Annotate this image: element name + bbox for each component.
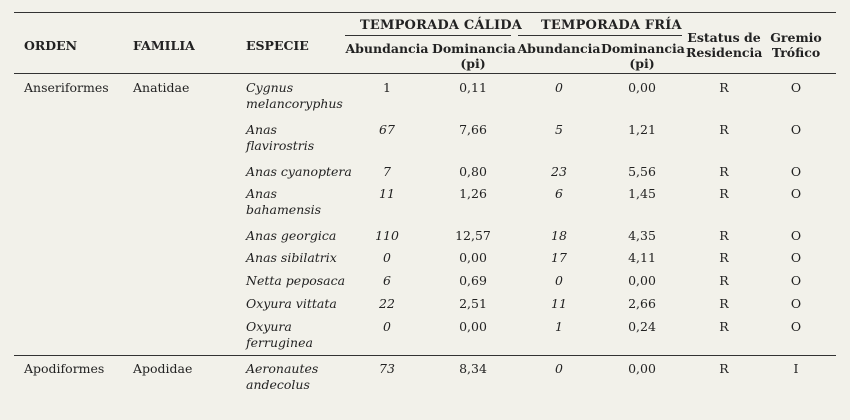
header-dominancia-fria (601, 41, 683, 71)
cell-abund-fria: 17 (551, 250, 567, 265)
temporada-calida-rule (345, 35, 511, 36)
cell-abund-fria: 23 (551, 164, 567, 179)
cell-abund-calida: 7 (383, 164, 391, 179)
header-abundancia-fria: Abundancia (517, 41, 601, 56)
cell-especie-line1: Cygnus (246, 80, 294, 95)
cell-dom-calida: 0,80 (459, 164, 487, 179)
cell-dom-calida: 8,34 (459, 361, 487, 376)
cell-especie-line1: Netta peposaca (246, 273, 346, 288)
cell-abund-fria: 0 (555, 80, 563, 95)
cell-dom-fria: 5,56 (628, 164, 656, 179)
cell-abund-fria: 18 (551, 228, 567, 243)
cell-especie (246, 228, 336, 244)
cell-abund-calida: 0 (383, 250, 391, 265)
cell-especie-line2: ferruginea (246, 335, 313, 350)
cell-gremio: O (790, 250, 802, 265)
cell-orden: Anseriformes (24, 80, 109, 95)
cell-especie-line2: bahamensis (246, 202, 322, 217)
temporada-fria-rule (518, 35, 682, 36)
header-dominancia-calida (432, 41, 514, 71)
cell-especie (246, 296, 337, 312)
cell-familia: Anatidae (133, 80, 190, 95)
cell-dom-fria: 0,00 (628, 80, 656, 95)
cell-dom-fria: 2,66 (628, 296, 656, 311)
header-dominancia-fria-line1: Dominancia (601, 41, 685, 56)
cell-abund-fria: 1 (555, 319, 563, 334)
cell-gremio: O (790, 186, 802, 201)
cell-estatus: R (719, 296, 729, 311)
cell-dom-calida: 2,51 (459, 296, 487, 311)
header-temporada-calida: TEMPORADA CÁLIDA (360, 18, 523, 33)
cell-dom-fria: 4,11 (628, 250, 656, 265)
cell-especie-line1: Oxyura (246, 319, 292, 334)
cell-estatus: R (719, 164, 729, 179)
cell-especie (246, 250, 337, 266)
cell-estatus: R (719, 186, 729, 201)
cell-dom-fria: 0,00 (628, 273, 656, 288)
table-top-rule (14, 12, 836, 13)
cell-gremio: O (790, 296, 802, 311)
cell-orden: Apodiformes (24, 361, 105, 376)
header-dominancia-calida-line1: Dominancia (432, 41, 516, 56)
cell-especie (246, 186, 321, 218)
cell-gremio: O (790, 122, 802, 137)
cell-especie-line2: flavirostris (246, 138, 315, 153)
cell-abund-calida: 11 (379, 186, 395, 201)
cell-especie-line1: Anas (246, 122, 277, 137)
cell-abund-fria: 5 (555, 122, 563, 137)
cell-estatus: R (719, 80, 729, 95)
cell-gremio: O (790, 228, 802, 243)
cell-abund-calida: 6 (383, 273, 391, 288)
cell-dom-fria: 4,35 (628, 228, 656, 243)
cell-gremio: O (790, 80, 802, 95)
cell-abund-fria: 0 (555, 361, 563, 376)
header-gremio-line2: Trófico (771, 45, 821, 60)
header-gremio-line1: Gremio (770, 30, 822, 45)
cell-dom-calida: 0,00 (459, 250, 487, 265)
cell-gremio: I (793, 361, 799, 376)
cell-estatus: R (719, 361, 729, 376)
cell-dom-calida: 12,57 (455, 228, 491, 243)
cell-especie (246, 164, 352, 180)
cell-especie-line1: Aeronautes (246, 361, 319, 376)
cell-dom-fria: 1,45 (628, 186, 656, 201)
cell-abund-calida: 110 (375, 228, 399, 243)
cell-dom-fria: 0,24 (628, 319, 656, 334)
cell-dom-fria: 0,00 (628, 361, 656, 376)
header-estatus-line2: Residencia (686, 45, 763, 60)
cell-especie (246, 361, 318, 393)
header-dominancia-calida-line2: (pi) (460, 56, 486, 71)
header-temporada-fria: TEMPORADA FRÍA (541, 18, 682, 33)
cell-abund-fria: 0 (555, 273, 563, 288)
cell-dom-calida: 7,66 (459, 122, 487, 137)
cell-estatus: R (719, 122, 729, 137)
header-gremio (762, 30, 830, 60)
cell-especie-line2: melancoryphus (246, 96, 343, 111)
cell-especie-line1: Anas georgica (246, 228, 337, 243)
cell-especie-line1: Anas (246, 186, 277, 201)
cell-dom-calida: 0,69 (459, 273, 487, 288)
cell-especie-line2: andecolus (246, 377, 310, 392)
header-abundancia-calida: Abundancia (345, 41, 429, 56)
cell-familia: Apodidae (133, 361, 193, 376)
cell-gremio: O (790, 273, 802, 288)
group-separator-rule (14, 355, 836, 356)
cell-gremio: O (790, 319, 802, 334)
cell-estatus: R (719, 250, 729, 265)
cell-abund-calida: 67 (379, 122, 395, 137)
cell-abund-fria: 11 (551, 296, 567, 311)
header-orden: ORDEN (24, 38, 78, 53)
cell-abund-calida: 1 (383, 80, 391, 95)
cell-abund-fria: 6 (555, 186, 563, 201)
cell-estatus: R (719, 273, 729, 288)
cell-abund-calida: 22 (379, 296, 395, 311)
header-especie: ESPECIE (246, 38, 309, 53)
header-familia: FAMILIA (133, 38, 195, 53)
cell-especie (246, 80, 343, 112)
cell-estatus: R (719, 319, 729, 334)
cell-abund-calida: 73 (379, 361, 395, 376)
cell-especie (246, 319, 313, 351)
cell-gremio: O (790, 164, 802, 179)
cell-especie (246, 122, 314, 154)
cell-especie-line1: Anas cyanoptera (246, 164, 352, 179)
cell-dom-calida: 0,11 (459, 80, 487, 95)
cell-especie-line1: Oxyura vittata (246, 296, 337, 311)
cell-especie-line1: Anas sibilatrix (246, 250, 337, 265)
cell-abund-calida: 0 (383, 319, 391, 334)
header-bottom-rule (14, 73, 836, 74)
cell-estatus: R (719, 228, 729, 243)
cell-dom-calida: 1,26 (459, 186, 487, 201)
cell-dom-calida: 0,00 (459, 319, 487, 334)
header-estatus (686, 30, 762, 60)
cell-especie (246, 273, 345, 289)
header-dominancia-fria-line2: (pi) (629, 56, 655, 71)
header-estatus-line1: Estatus de (687, 30, 761, 45)
cell-dom-fria: 1,21 (628, 122, 656, 137)
